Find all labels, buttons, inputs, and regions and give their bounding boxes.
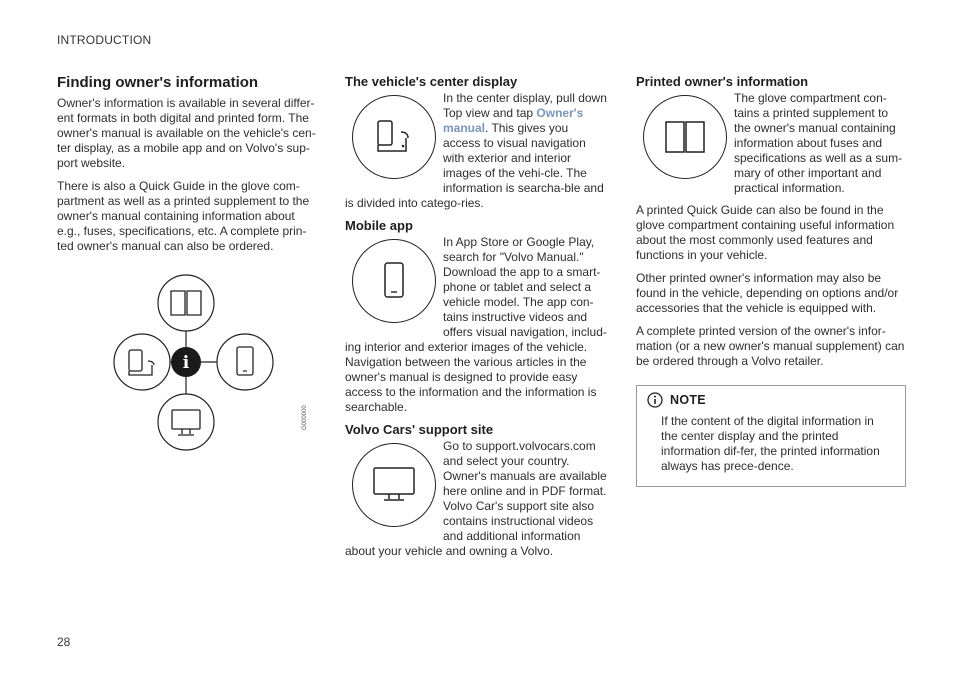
printed-paragraph-1: A printed Quick Guide can also be found in the glove compartment containing useful information about the most commonly used features and functions in your vehicle. <box>636 203 895 262</box>
section-title-printed-info: Printed owner's information <box>636 74 809 89</box>
section-title-support-site: Volvo Cars' support site <box>345 422 494 437</box>
section-title-center-display: The vehicle's center display <box>345 74 518 89</box>
center-display-icon <box>352 95 436 179</box>
printed-paragraph-2: Other printed owner's information may also be found in the vehicle, depending on options and/or accessories that the vehicle is equipped with. <box>636 271 899 315</box>
printed-info-text: The glove compartment con-tains a printed supplement to the owner's manual containing information about fuses and specifications as well as a sum-mary of other important and practical information. <box>734 91 903 195</box>
finding-info-paragraph-1: Owner's information is available in several differ-ent formats in both digital and printed form. The owner's manual is available on the vehicle's cen-ter display, as a mobile app and on Volvo's sup-port website. <box>57 96 316 170</box>
monitor-icon <box>352 443 436 527</box>
column-printed-info <box>636 74 906 487</box>
page-header: INTRODUCTION <box>57 33 152 47</box>
page-number: 28 <box>57 635 71 649</box>
figure-code: G000000 <box>302 405 308 430</box>
column-digital-info <box>345 74 607 566</box>
section-title-finding-info: Finding owner's information <box>57 74 259 91</box>
monitor-icon <box>158 394 214 450</box>
phone-icon <box>352 239 436 323</box>
section-printed-info <box>636 74 906 196</box>
book-icon <box>643 95 727 179</box>
section-title-mobile-app: Mobile app <box>345 218 413 233</box>
center-display-text: In the center display, pull down Top view and tap Owner's manual. This gives you access to visual navigation with exterior and interior images of the vehi-cle. The information is searcha-ble and is divided into catego-ries. <box>345 91 607 210</box>
section-mobile-app <box>345 218 607 415</box>
finding-info-paragraph-2: There is also a Quick Guide in the glove com-partment as well as a printed supplement to the owner's manual containing information about e.g., fuses, specifications, etc. A complete prin-ted owner's manual can also be ordered. <box>57 179 310 253</box>
note-header <box>647 392 893 408</box>
info-icon <box>171 347 201 377</box>
note-label: NOTE <box>670 393 706 407</box>
book-icon <box>158 275 214 331</box>
owners-manual-link[interactable]: Owner's manual <box>443 106 584 135</box>
section-support-site <box>345 422 607 559</box>
owner-info-diagram <box>100 267 320 457</box>
printed-paragraph-3: A complete printed version of the owner's infor-mation (or a new owner's manual supplement) can be ordered through a Volvo retailer. <box>636 324 905 368</box>
section-center-display <box>345 74 607 211</box>
note-info-icon <box>647 392 663 408</box>
note-text: If the content of the digital information in the center display and the printed information dif-fer, the printed information always has prece-dence. <box>661 414 880 473</box>
svg-text:i: i <box>182 353 190 373</box>
column-finding-info <box>57 74 317 262</box>
support-site-text: Go to support.volvocars.com and select your country. Owner's manuals are available here online and in PDF format. Volvo Car's support site also contains instructional videos and additional information about your vehicle and owning a Volvo. <box>345 439 607 558</box>
mobile-app-text: In App Store or Google Play, search for "Volvo Manual." Download the app to a smart-phone or tablet and select a vehicle model. The app con-tains instructive videos and offers visual navigation, includ-ing interior and exterior images of the vehicle. Navigation between the various articles in the owner's manual is designed to provide easy access to the information and the information is searchable. <box>345 235 607 414</box>
phone-icon <box>217 334 273 390</box>
center-display-icon <box>114 334 170 390</box>
note-box <box>636 385 906 487</box>
